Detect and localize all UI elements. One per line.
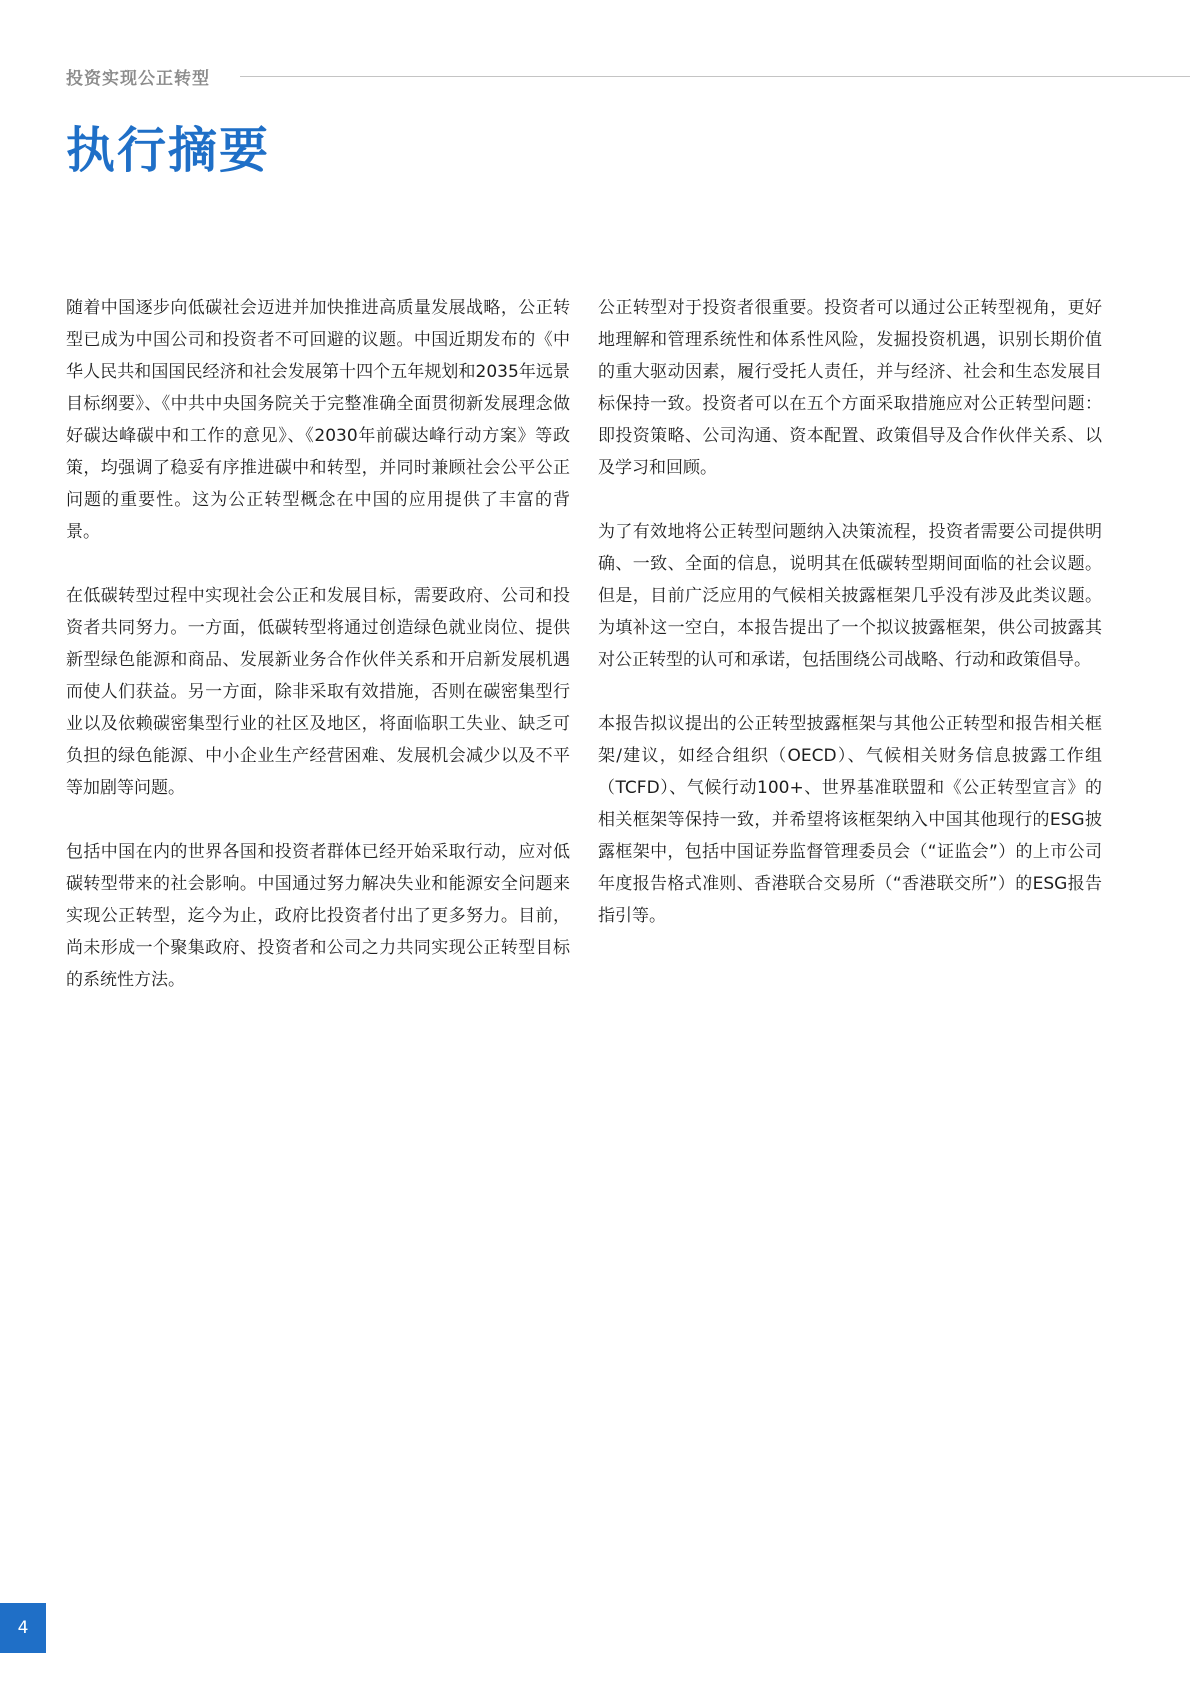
paragraph-left-1: 随着中国逐步向低碳社会迈进并加快推进高质量发展战略，公正转型已成为中国公司和投资者不可回避的议题。中国近期发布的《中华人民共和国国民经济和社会发展第十四个五年规划和2035年远景目标纲要》、《中共中央国务院关于完整准确全面贯彻新发展理念做好碳达峰碳中和工作的意见》、《2030年前碳达峰行动方案》等政策，均强调了稳妥有序推进碳中和转型，并同时兼顾社会公平公正问题的重要性。这为公正转型概念在中国的应用提供了丰富的背景。 — [66, 298, 570, 542]
paragraph-left-2: 在低碳转型过程中实现社会公正和发展目标，需要政府、公司和投资者共同努力。一方面，低碳转型将通过创造绿色就业岗位、提供新型绿色能源和商品、发展新业务合作伙伴关系和开启新发展机遇而使人们获益。另一方面，除非采取有效措施，否则在碳密集型行业以及依赖碳密集型行业的社区及地区，将面临职工失业、缺乏可负担的绿色能源、中小企业生产经营困难、发展机会减少以及不平等加剧等问题。 — [66, 586, 570, 798]
running-header: 投资实现公正转型 — [66, 69, 210, 89]
paragraph-right-2: 为了有效地将公正转型问题纳入决策流程，投资者需要公司提供明确、一致、全面的信息，说明其在低碳转型期间面临的社会议题。但是，目前广泛应用的气候相关披露框架几乎没有涉及此类议题。为填补这一空白，本报告提出了一个拟议披露框架，供公司披露其对公正转型的认可和承诺，包括围绕公司战略、行动和政策倡导。 — [598, 522, 1102, 670]
paragraph-right-1: 公正转型对于投资者很重要。投资者可以通过公正转型视角，更好地理解和管理系统性和体系性风险，发掘投资机遇，识别长期价值的重大驱动因素，履行受托人责任，并与经济、社会和生态发展目标保持一致。投资者可以在五个方面采取措施应对公正转型问题：即投资策略、公司沟通、资本配置、政策倡导及合作伙伴关系、以及学习和回顾。 — [598, 298, 1102, 478]
page-title: 执行摘要 — [66, 122, 271, 179]
paragraph-left-3: 包括中国在内的世界各国和投资者群体已经开始采取行动，应对低碳转型带来的社会影响。中国通过努力解决失业和能源安全问题来实现公正转型，迄今为止，政府比投资者付出了更多努力。目前，尚未形成一个聚集政府、投资者和公司之力共同实现公正转型目标的系统性方法。 — [66, 842, 570, 990]
paragraph-right-3: 本报告拟议提出的公正转型披露框架与其他公正转型和报告相关框架/建议，如经合组织（OECD）、气候相关财务信息披露工作组（TCFD）、气候行动100+、世界基准联盟和《公正转型宣言》的相关框架等保持一致，并希望将该框架纳入中国其他现行的ESG披露框架中，包括中国证券监督管理委员会（“证监会”）的上市公司年度报告格式准则、香港联合交易所（“香港联交所”）的ESG报告指引等。 — [598, 714, 1102, 926]
left-column — [66, 292, 570, 1028]
right-column — [598, 292, 1102, 964]
header-divider — [240, 76, 1190, 77]
page-number: 4 — [0, 1603, 46, 1653]
